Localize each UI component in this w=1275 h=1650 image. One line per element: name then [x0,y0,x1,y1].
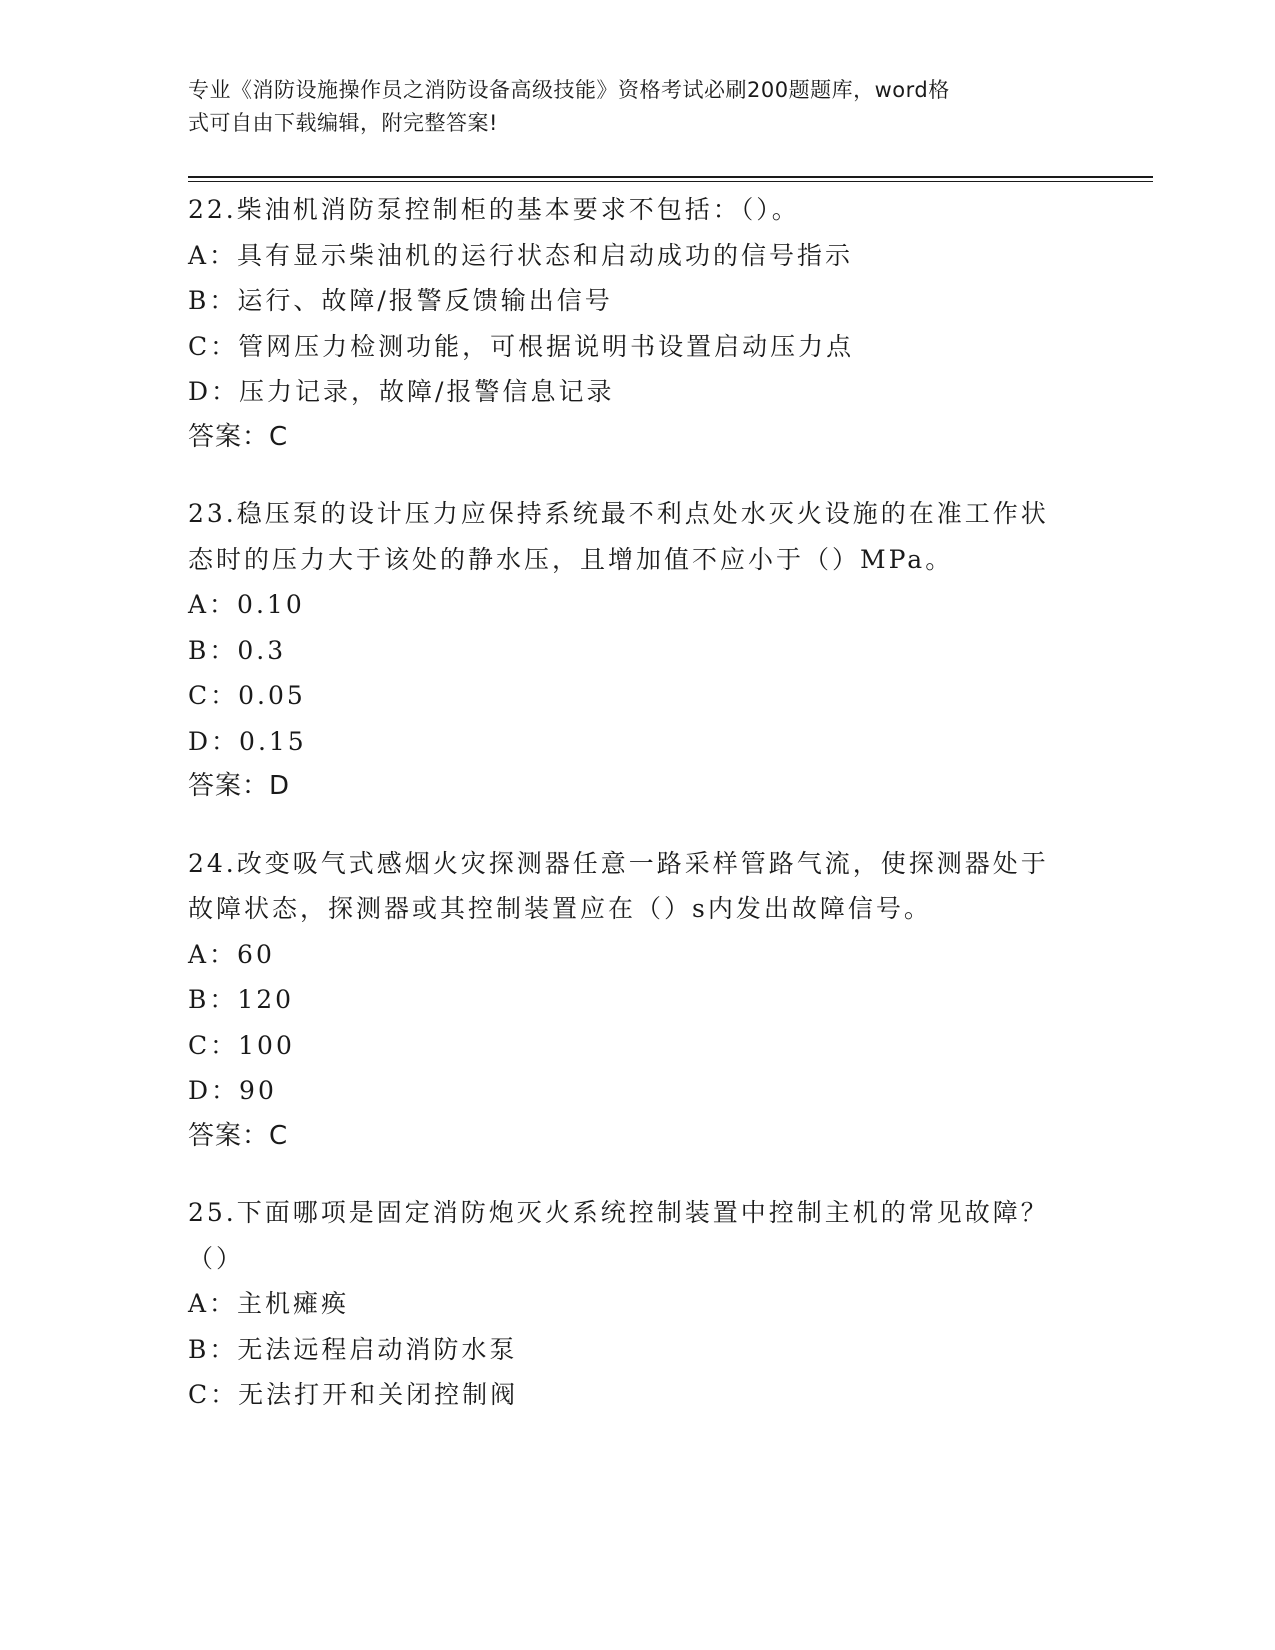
header-line-1: 专业《消防设施操作员之消防设备高级技能》资格考试必刷200题题库，word格 [188,78,950,102]
option-b: B：运行、故障/报警反馈输出信号 [188,286,613,315]
header-divider-thick [188,176,1153,178]
question-list [188,187,1078,1449]
answer-key: 答案：D [188,771,291,801]
answer-key: 答案：C [188,421,289,452]
option-c: C：100 [188,1030,295,1060]
question-stem: 24.改变吸气式感烟火灾探测器任意一路采样管路气流，使探测器处于 [188,848,1049,878]
question-stem-continued: （） [188,1243,245,1273]
question-stem: 23.稳压泵的设计压力应保持系统最不利点处水灭火设施的在准工作状 [188,499,1049,528]
question-stem: 22.柴油机消防泵控制柜的基本要求不包括：（）。 [188,195,800,224]
option-a: A：主机瘫痪 [188,1289,350,1318]
option-b: B：0.3 [188,635,287,665]
option-a: A：0.10 [188,590,305,619]
option-d: D：90 [188,1076,277,1105]
question-25 [188,1190,1078,1418]
option-d: D：0.15 [188,726,307,756]
option-c: C：管网压力检测功能，可根据说明书设置启动压力点 [188,331,855,361]
question-stem-continued: 故障状态，探测器或其控制装置应在（）s内发出故障信号。 [188,894,932,923]
question-24 [188,841,1078,1160]
option-a: A：60 [188,939,275,969]
question-stem-continued: 态时的压力大于该处的静水压，且增加值不应小于（）MPa。 [188,544,954,574]
option-c: C：无法打开和关闭控制阀 [188,1380,519,1409]
question-stem: 25.下面哪项是固定消防炮灭火系统控制装置中控制主机的常见故障？ [188,1198,1049,1227]
answer-key: 答案：C [188,1120,289,1151]
option-b: B：无法远程启动消防水泵 [188,1334,518,1364]
header-divider-thin [188,181,1153,182]
option-c: C：0.05 [188,681,306,710]
question-22 [188,187,1078,460]
option-d: D：压力记录，故障/报警信息记录 [188,377,615,406]
question-23 [188,491,1078,810]
header-line-2: 式可自由下载编辑，附完整答案! [188,111,498,135]
option-a: A：具有显示柴油机的运行状态和启动成功的信号指示 [188,240,854,270]
document-header [188,74,1088,140]
option-b: B：120 [188,985,295,1014]
